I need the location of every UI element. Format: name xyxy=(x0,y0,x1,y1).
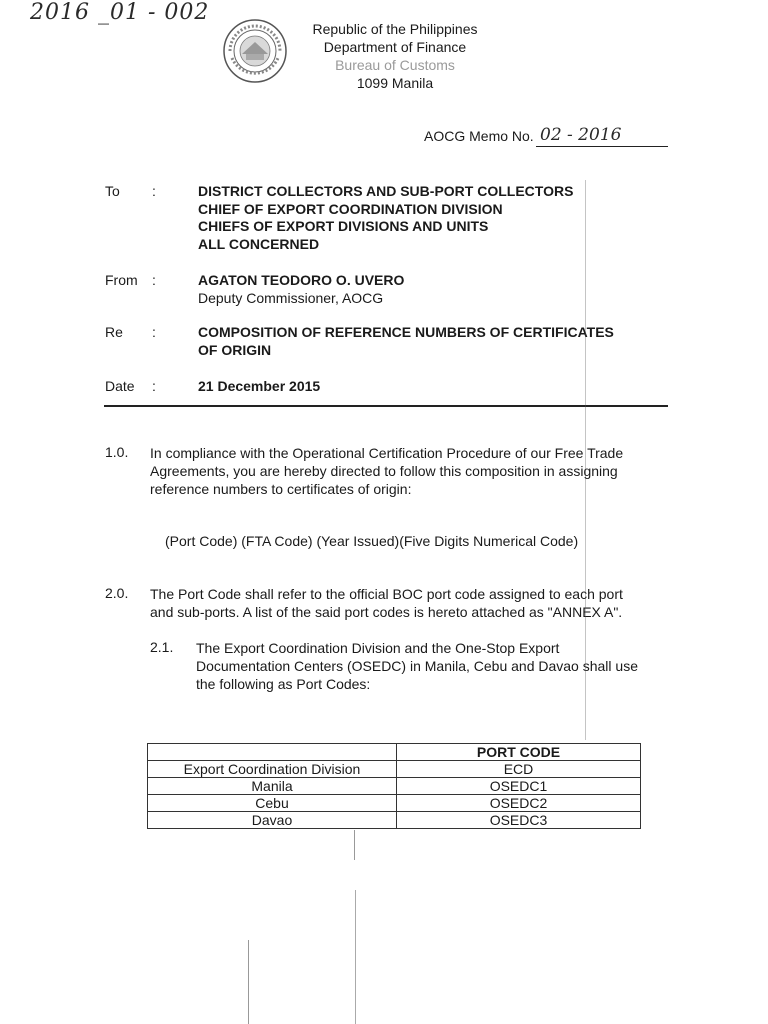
paragraph-line: In compliance with the Operational Certification Procedure of our Free Trade xyxy=(150,445,624,461)
paragraph-line: Agreements, you are hereby directed to follow this composition in assigning xyxy=(150,463,618,479)
date-colon: : xyxy=(152,378,156,394)
table-row xyxy=(148,778,641,795)
scan-artifact-line xyxy=(354,830,355,860)
port-code-cell: OSEDC2 xyxy=(397,795,641,812)
header-republic: Republic of the Philippines xyxy=(312,21,478,37)
port-code-cell: ECD xyxy=(397,761,641,778)
paragraph-line: the following as Port Codes: xyxy=(196,676,371,692)
table-header-cell xyxy=(148,744,397,761)
from-sender xyxy=(198,272,404,307)
re-subject xyxy=(198,324,614,359)
date-label: Date xyxy=(105,378,135,394)
office-name-cell: Cebu xyxy=(148,795,397,812)
scan-artifact-line xyxy=(248,940,249,1024)
from-label: From xyxy=(105,272,138,288)
seal-icon xyxy=(222,18,288,84)
from-title: Deputy Commissioner, AOCG xyxy=(198,289,384,306)
paragraph-2-1 xyxy=(196,639,666,693)
header-bureau: Bureau of Customs xyxy=(335,57,455,73)
reference-number-formula: (Port Code) (FTA Code) (Year Issued)(Five Digits Numerical Code) xyxy=(165,533,579,549)
handwritten-reference: 2016 _01 - 002 xyxy=(30,0,210,25)
to-line: CHIEFS OF EXPORT DIVISIONS AND UNITS xyxy=(198,218,489,234)
paragraph-2-1-number: 2.1. xyxy=(150,639,174,655)
office-name-cell: Davao xyxy=(148,812,397,829)
table-header-row xyxy=(148,744,641,761)
re-label: Re xyxy=(105,324,123,340)
table-header-cell: PORT CODE xyxy=(397,744,641,761)
paragraph-2-number: 2.0. xyxy=(105,585,129,601)
table-row xyxy=(148,761,641,778)
to-label: To xyxy=(105,183,120,199)
date-value: 21 December 2015 xyxy=(198,378,321,394)
table-row xyxy=(148,795,641,812)
header-divider xyxy=(104,405,668,407)
paragraph-1-number: 1.0. xyxy=(105,444,129,460)
paragraph-line: The Export Coordination Division and the One-Stop Export xyxy=(196,640,560,656)
to-line: DISTRICT COLLECTORS AND SUB-PORT COLLECTORS xyxy=(198,183,574,199)
paragraph-line: The Port Code shall refer to the official BOC port code assigned to each port xyxy=(150,586,623,602)
table-row xyxy=(148,812,641,829)
paragraph-line: and sub-ports. A list of the said port codes is hereto attached as "ANNEX A". xyxy=(150,604,623,620)
office-name-cell: Export Coordination Division xyxy=(148,761,397,778)
to-line: CHIEF OF EXPORT COORDINATION DIVISION xyxy=(198,200,503,217)
re-line: COMPOSITION OF REFERENCE NUMBERS OF CERTIFICATES xyxy=(198,324,614,340)
memo-number-value: 02 - 2016 xyxy=(540,125,622,145)
paragraph-2 xyxy=(150,585,670,621)
port-code-cell: OSEDC3 xyxy=(397,812,641,829)
port-code-table xyxy=(147,743,641,829)
scan-artifact-line xyxy=(585,180,586,740)
office-name-cell: Manila xyxy=(148,778,397,795)
paragraph-line: Documentation Centers (OSEDC) in Manila, Cebu and Davao shall use xyxy=(196,658,638,674)
header-city: 1099 Manila xyxy=(356,75,434,91)
to-colon: : xyxy=(152,183,156,199)
re-line: OF ORIGIN xyxy=(198,341,272,358)
paragraph-line: reference numbers to certificates of origin: xyxy=(150,481,412,497)
from-name: AGATON TEODORO O. UVERO xyxy=(198,272,405,288)
from-colon: : xyxy=(152,272,156,288)
scan-artifact-line xyxy=(355,890,356,1024)
letterhead xyxy=(300,20,490,92)
to-line: ALL CONCERNED xyxy=(198,235,320,252)
re-colon: : xyxy=(152,324,156,340)
port-code-cell: OSEDC1 xyxy=(397,778,641,795)
memo-number-underline xyxy=(536,146,668,147)
memo-number-label: AOCG Memo No. xyxy=(424,128,534,144)
header-department: Department of Finance xyxy=(323,39,467,55)
to-recipients xyxy=(198,183,573,253)
paragraph-1 xyxy=(150,444,670,498)
